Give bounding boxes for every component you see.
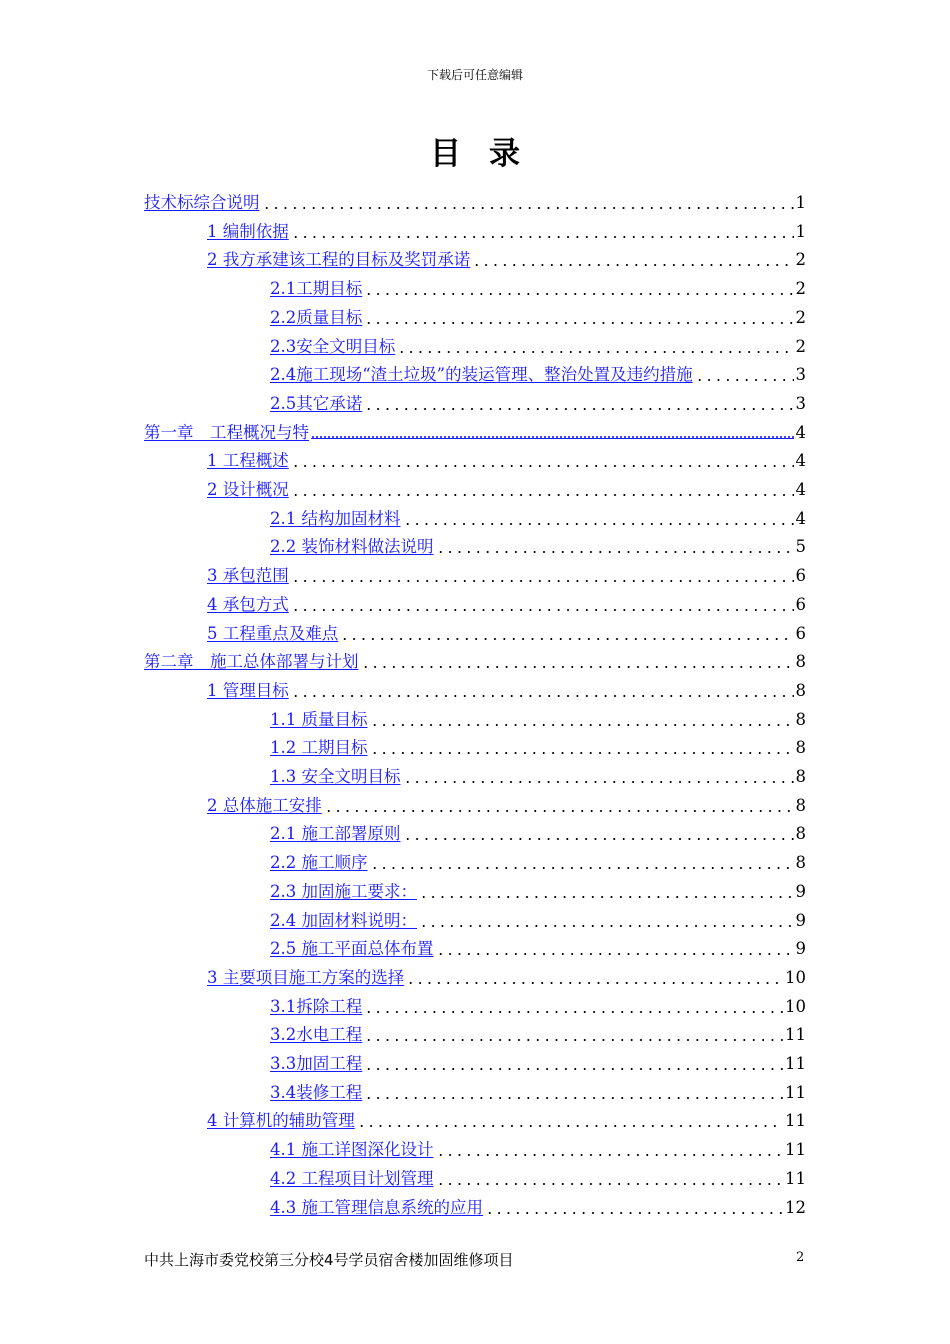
toc-page-number: 11 [785, 1054, 806, 1073]
toc-entry[interactable] [270, 1018, 806, 1046]
toc-entry-link[interactable]: 第一章 工程概况与特 [144, 422, 309, 442]
toc-entry[interactable] [270, 817, 806, 845]
toc-dot-leader [291, 609, 794, 611]
toc-entry[interactable] [207, 789, 806, 817]
toc-entry[interactable] [270, 990, 806, 1018]
toc-page-number: 2 [795, 250, 806, 270]
toc-entry[interactable] [144, 645, 806, 673]
toc-page-number: 6 [795, 623, 806, 643]
toc-entry[interactable] [270, 1047, 806, 1075]
toc-entry[interactable] [270, 502, 806, 530]
toc-dot-leader [364, 1011, 783, 1013]
toc-page-number: 1 [795, 193, 806, 212]
toc-dot-leader [364, 1039, 783, 1041]
toc-page-number: 5 [795, 537, 806, 557]
toc-dot-leader [361, 666, 794, 668]
toc-page-number: 8 [795, 738, 806, 758]
toc-dot-leader [357, 1125, 783, 1127]
toc-page-number: 2 [795, 307, 806, 327]
toc-entry-link[interactable]: 2.1 结构加固材料 [270, 508, 401, 528]
toc-page-number: 8 [795, 824, 806, 844]
toc-page-number: 8 [795, 680, 806, 700]
toc-entry-link[interactable]: 技术标综合说明 [144, 193, 260, 212]
toc-dot-leader [403, 838, 794, 840]
toc-page-number: 9 [795, 881, 806, 901]
toc-entry-link[interactable]: 2.2 施工顺序 [270, 853, 368, 873]
toc-page-number: 8 [795, 709, 806, 729]
toc-dot-leader [291, 236, 794, 238]
toc-dot-leader [291, 580, 794, 582]
toc-dot-leader [364, 1068, 783, 1070]
page-title: 目录 [430, 136, 548, 172]
toc-dot-leader [291, 465, 794, 467]
toc-entry-link[interactable]: 2.1工期目标 [270, 279, 363, 299]
toc-dot-leader [262, 207, 794, 209]
toc-entry-link[interactable]: 2.1 施工部署原则 [270, 824, 401, 844]
toc-page-number: 1 [795, 221, 806, 241]
toc-entry-link[interactable]: 2.2 装饰材料做法说明 [270, 537, 434, 557]
toc-page-number: 12 [785, 1197, 806, 1217]
toc-entry[interactable] [270, 1076, 806, 1104]
toc-entry-link[interactable]: 1.2 工期目标 [270, 738, 368, 758]
toc-page-number: 4 [795, 480, 806, 499]
toc-entry[interactable] [207, 243, 806, 271]
toc-entry[interactable] [270, 1133, 806, 1161]
toc-dot-leader [364, 1097, 783, 1099]
toc-entry[interactable] [270, 875, 806, 903]
toc-entry[interactable] [207, 674, 806, 702]
toc-dot-leader [311, 436, 794, 439]
toc-entry[interactable] [270, 932, 806, 960]
toc-page-number: 4 [795, 508, 806, 528]
toc-dot-leader [364, 293, 793, 295]
toc-dot-leader [340, 638, 793, 640]
toc-page-number: 9 [795, 910, 806, 930]
toc-dot-leader [364, 408, 793, 410]
toc-page-number: 2 [795, 279, 806, 299]
toc-entry-link[interactable]: 3.4装修工程 [270, 1082, 363, 1102]
toc-entry[interactable] [270, 301, 806, 329]
toc-page-number: 3 [795, 393, 806, 413]
toc-page-number: 4 [795, 422, 806, 442]
toc-entry[interactable] [207, 473, 806, 501]
toc-entry-link[interactable]: 3.1拆除工程 [270, 996, 363, 1016]
toc-entry-link[interactable]: 2.4 加固材料说明： [270, 910, 417, 930]
toc-page-number: 10 [785, 996, 806, 1016]
toc-page-number: 11 [785, 1140, 806, 1160]
toc-entry[interactable] [207, 559, 806, 587]
toc-entry-link[interactable]: 2 设计概况 [207, 480, 289, 499]
toc-entry[interactable] [207, 588, 806, 616]
toc-entry-link[interactable]: 1 编制依据 [207, 221, 289, 241]
toc-entry[interactable] [207, 444, 806, 472]
toc-dot-leader [370, 724, 794, 726]
toc-entry-link[interactable]: 3 承包范围 [207, 566, 289, 586]
toc-entry[interactable] [270, 387, 806, 415]
toc-entry-link[interactable]: 4 计算机的辅助管理 [207, 1111, 355, 1131]
toc-entry[interactable] [144, 416, 806, 444]
toc-dot-leader [370, 752, 794, 754]
toc-entry-link[interactable]: 2 总体施工安排 [207, 795, 322, 815]
toc-entry-link[interactable]: 2.2质量目标 [270, 307, 363, 327]
toc-dot-leader [436, 953, 794, 955]
toc-entry-link[interactable]: 第二章 施工总体部署与计划 [144, 652, 359, 672]
toc-entry[interactable] [270, 330, 806, 358]
toc-page-number: 2 [795, 336, 806, 356]
toc-page-number: 11 [785, 1082, 806, 1102]
toc-dot-leader [403, 781, 794, 783]
toc-entry[interactable] [144, 186, 806, 214]
toc-entry-link[interactable]: 1.1 质量目标 [270, 709, 368, 729]
toc-dot-leader [397, 351, 793, 353]
toc-entry-link[interactable]: 2 我方承建该工程的目标及奖罚承诺 [207, 250, 471, 270]
toc-entry-link[interactable]: 2.5其它承诺 [270, 393, 363, 413]
toc-entry[interactable] [270, 846, 806, 874]
toc-entry-link[interactable]: 2.3安全文明目标 [270, 336, 396, 356]
toc-page-number: 11 [785, 1168, 806, 1188]
toc-entry-link[interactable]: 3.3加固工程 [270, 1054, 363, 1073]
toc-page-number: 8 [795, 853, 806, 873]
toc-entry[interactable] [270, 760, 806, 788]
toc-entry-link[interactable]: 5 工程重点及难点 [207, 623, 339, 643]
toc-entry-link[interactable]: 1 管理目标 [207, 680, 289, 700]
footer-project-name: 中共上海市委党校第三分校4号学员宿舍楼加固维修项目 [144, 1251, 514, 1269]
toc-page-number: 11 [785, 1111, 806, 1131]
toc-entry-link[interactable]: 2.5 施工平面总体布置 [270, 939, 434, 959]
toc-dot-leader [419, 925, 794, 927]
toc-dot-leader [436, 1154, 784, 1156]
toc-entry[interactable] [207, 617, 806, 645]
toc-dot-leader [370, 867, 794, 869]
toc-dot-leader [291, 494, 794, 496]
toc-dot-leader [419, 896, 794, 898]
toc-entry[interactable] [207, 961, 806, 989]
toc-entry-link[interactable]: 3 主要项目施工方案的选择 [207, 967, 405, 987]
toc-dot-leader [324, 810, 794, 812]
toc-entry-link[interactable]: 4.3 施工管理信息系统的应用 [270, 1197, 483, 1217]
toc-page-number: 8 [795, 652, 806, 672]
toc-page-number: 9 [795, 939, 806, 959]
toc-entry[interactable] [270, 731, 806, 759]
toc-page-number: 8 [795, 795, 806, 815]
toc-page-number: 6 [795, 566, 806, 586]
toc-dot-leader [403, 523, 794, 525]
toc-page-number: 11 [785, 1025, 806, 1045]
toc-entry-link[interactable]: 1.3 安全文明目标 [270, 767, 401, 786]
toc-entry[interactable] [270, 272, 806, 300]
toc-entry-link[interactable]: 2.4施工现场“渣土垃圾”的装运管理、整治处置及违约措施 [270, 365, 693, 385]
toc-dot-leader [436, 1183, 784, 1185]
toc-dot-leader [364, 322, 793, 324]
toc-entry[interactable] [207, 215, 806, 243]
header-note: 下载后可任意编辑 [426, 68, 523, 82]
toc-entry[interactable] [270, 530, 806, 558]
toc-entry-link[interactable]: 4.2 工程项目计划管理 [270, 1168, 434, 1188]
toc-dot-leader [472, 264, 793, 266]
toc-entry[interactable] [270, 703, 806, 731]
toc-entry-link[interactable]: 1 工程概述 [207, 451, 289, 471]
toc-page-number: 3 [795, 365, 806, 385]
toc-page-number: 6 [795, 594, 806, 614]
toc-entry[interactable] [270, 1162, 806, 1190]
toc-dot-leader [695, 379, 794, 381]
toc-entry-link[interactable]: 4 承包方式 [207, 594, 289, 614]
toc-dot-leader [485, 1212, 783, 1214]
toc-entry-link[interactable]: 2.3 加固施工要求： [270, 881, 417, 901]
toc-entry-link[interactable]: 4.1 施工详图深化设计 [270, 1140, 434, 1160]
toc-page-number: 8 [795, 767, 806, 786]
toc-entry[interactable] [207, 1104, 806, 1132]
toc-page-number: 10 [785, 967, 806, 987]
toc-entry-link[interactable]: 3.2水电工程 [270, 1025, 363, 1045]
toc-dot-leader [291, 695, 794, 697]
toc-entry[interactable] [270, 358, 806, 386]
toc-entry[interactable] [270, 1191, 806, 1219]
toc-entry[interactable] [270, 904, 806, 932]
toc-dot-leader [436, 551, 794, 553]
toc-dot-leader [406, 982, 783, 984]
toc-page-number: 4 [795, 451, 806, 471]
footer-page-number: 2 [796, 1250, 805, 1265]
